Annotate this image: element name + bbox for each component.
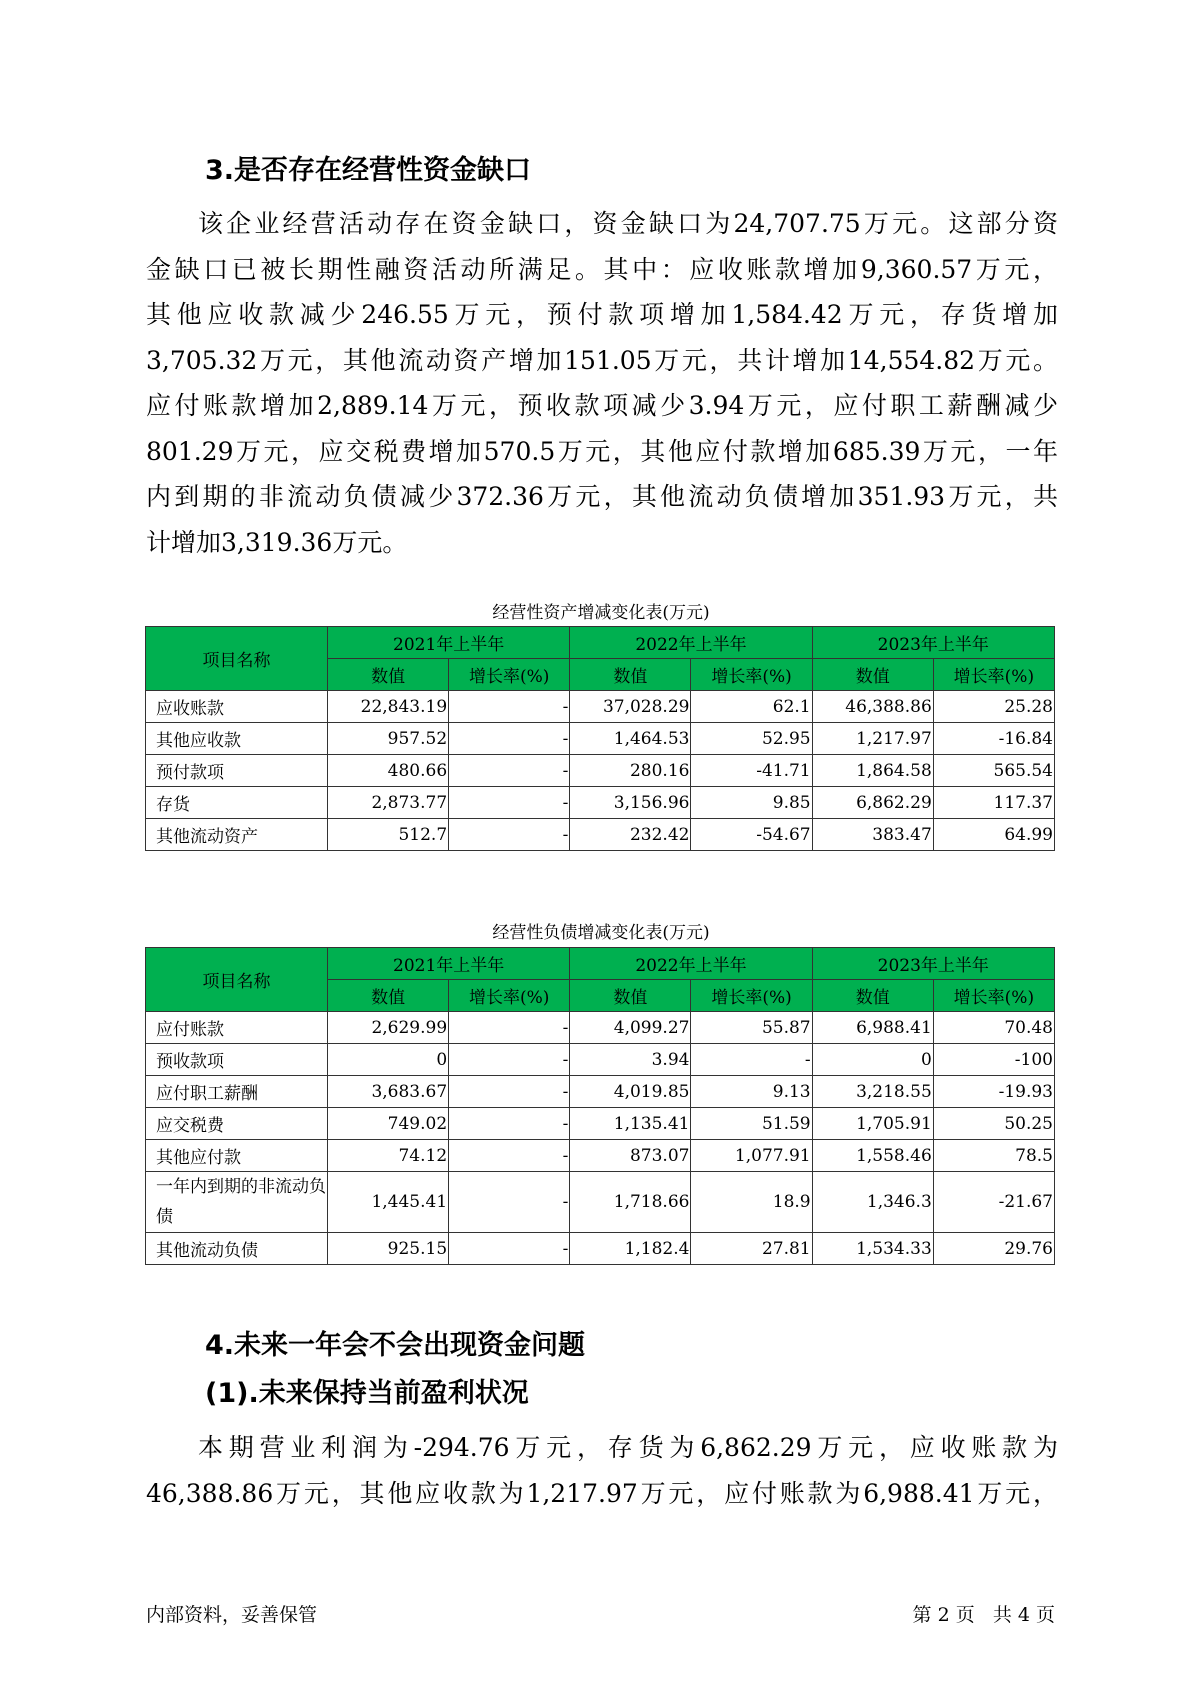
cell-value: -19.93 <box>933 1076 1054 1108</box>
cell-value: 1,534.33 <box>812 1233 933 1265</box>
cell-value: 4,099.27 <box>570 1012 691 1044</box>
cell-value: - <box>449 1172 570 1233</box>
header-value: 数值 <box>812 659 933 691</box>
cell-value: 565.54 <box>933 755 1054 787</box>
cell-value: 6,862.29 <box>812 787 933 819</box>
header-value: 数值 <box>812 980 933 1012</box>
cell-value: 0 <box>328 1044 449 1076</box>
cell-value: 70.48 <box>933 1012 1054 1044</box>
paragraph-line: 46,388.86万元，其他应收款为1,217.97万元，应付账款为6,988.41万元， <box>146 1478 1058 1508</box>
cell-value: - <box>449 787 570 819</box>
assets-table-caption: 经营性资产增减变化表(万元) <box>492 603 710 623</box>
cell-value: 383.47 <box>812 819 933 851</box>
cell-value: 925.15 <box>328 1233 449 1265</box>
header-value: 数值 <box>328 659 449 691</box>
cell-value: 64.99 <box>933 819 1054 851</box>
cell-value: - <box>449 1044 570 1076</box>
cell-value: 280.16 <box>570 755 691 787</box>
header-growth: 增长率(%) <box>449 980 570 1012</box>
paragraph-line: 3,705.32万元，其他流动资产增加151.05万元，共计增加14,554.82万元。 <box>146 345 1058 375</box>
row-label: 预收款项 <box>146 1044 328 1076</box>
footer-confidential: 内部资料，妥善保管 <box>146 1604 318 1626</box>
cell-value: - <box>449 755 570 787</box>
cell-value: 873.07 <box>570 1140 691 1172</box>
cell-value: - <box>449 691 570 723</box>
cell-value: 3,156.96 <box>570 787 691 819</box>
cell-value: 9.13 <box>691 1076 812 1108</box>
section-4-paragraph <box>146 1425 1058 1516</box>
header-period: 2021年上半年 <box>328 627 570 659</box>
header-period: 2022年上半年 <box>570 627 812 659</box>
table-row <box>146 1233 1055 1265</box>
section-4-subheading: (1).未来保持当前盈利状况 <box>205 1378 529 1409</box>
row-label: 应付职工薪酬 <box>146 1076 328 1108</box>
cell-value: 50.25 <box>933 1108 1054 1140</box>
cell-value: 2,873.77 <box>328 787 449 819</box>
cell-value: 29.76 <box>933 1233 1054 1265</box>
cell-value: 1,135.41 <box>570 1108 691 1140</box>
cell-value: 52.95 <box>691 723 812 755</box>
cell-value: 232.42 <box>570 819 691 851</box>
header-growth: 增长率(%) <box>449 659 570 691</box>
paragraph-line: 本期营业利润为-294.76万元，存货为6,862.29万元，应收账款为 <box>198 1433 1058 1462</box>
paragraph-line: 801.29万元，应交税费增加570.5万元，其他应付款增加685.39万元，一年 <box>146 436 1058 466</box>
cell-value: 62.1 <box>691 691 812 723</box>
row-label: 应收账款 <box>146 691 328 723</box>
cell-value: 18.9 <box>691 1172 812 1233</box>
cell-value: - <box>449 1233 570 1265</box>
cell-value: 51.59 <box>691 1108 812 1140</box>
cell-value: 74.12 <box>328 1140 449 1172</box>
row-label: 其他应收款 <box>146 723 328 755</box>
cell-value: -16.84 <box>933 723 1054 755</box>
row-label: 其他流动资产 <box>146 819 328 851</box>
cell-value: 1,705.91 <box>812 1108 933 1140</box>
section-4-heading: 4.未来一年会不会出现资金问题 <box>205 1330 586 1361</box>
cell-value: 3.94 <box>570 1044 691 1076</box>
row-label: 其他流动负债 <box>146 1233 328 1265</box>
cell-value: 1,558.46 <box>812 1140 933 1172</box>
cell-value: 1,077.91 <box>691 1140 812 1172</box>
table-row <box>146 755 1055 787</box>
cell-value: 22,843.19 <box>328 691 449 723</box>
header-value: 数值 <box>328 980 449 1012</box>
footer-page-number: 第 2 页 共 4 页 <box>912 1604 1055 1626</box>
cell-value: - <box>691 1044 812 1076</box>
cell-value: -41.71 <box>691 755 812 787</box>
cell-value: 25.28 <box>933 691 1054 723</box>
header-period: 2023年上半年 <box>812 627 1054 659</box>
row-label: 预付款项 <box>146 755 328 787</box>
section-3-heading: 3.是否存在经营性资金缺口 <box>205 155 532 186</box>
header-period: 2023年上半年 <box>812 948 1054 980</box>
cell-value: 78.5 <box>933 1140 1054 1172</box>
cell-value: - <box>449 1012 570 1044</box>
header-growth: 增长率(%) <box>933 980 1054 1012</box>
cell-value: - <box>449 1076 570 1108</box>
cell-value: 1,217.97 <box>812 723 933 755</box>
cell-value: 117.37 <box>933 787 1054 819</box>
cell-value: 1,464.53 <box>570 723 691 755</box>
cell-value: 0 <box>812 1044 933 1076</box>
paragraph-line: 金缺口已被长期性融资活动所满足。其中：应收账款增加9,360.57万元， <box>146 254 1058 284</box>
header-period: 2022年上半年 <box>570 948 812 980</box>
cell-value: -21.67 <box>933 1172 1054 1233</box>
cell-value: - <box>449 723 570 755</box>
cell-value: - <box>449 1140 570 1172</box>
table-row <box>146 1076 1055 1108</box>
table-row <box>146 1140 1055 1172</box>
cell-value: 2,629.99 <box>328 1012 449 1044</box>
cell-value: 1,445.41 <box>328 1172 449 1233</box>
cell-value: 3,218.55 <box>812 1076 933 1108</box>
cell-value: -54.67 <box>691 819 812 851</box>
row-label: 应交税费 <box>146 1108 328 1140</box>
table-row <box>146 1108 1055 1140</box>
cell-value: 55.87 <box>691 1012 812 1044</box>
liabilities-table-caption: 经营性负债增减变化表(万元) <box>492 923 710 943</box>
header-row <box>146 948 1055 980</box>
header-period: 2021年上半年 <box>328 948 570 980</box>
table-row <box>146 1012 1055 1044</box>
cell-value: 1,346.3 <box>812 1172 933 1233</box>
cell-value: 37,028.29 <box>570 691 691 723</box>
cell-value: 3,683.67 <box>328 1076 449 1108</box>
cell-value: - <box>449 1108 570 1140</box>
cell-value: 1,182.4 <box>570 1233 691 1265</box>
paragraph-line: 应付账款增加2,889.14万元，预收款项减少3.94万元，应付职工薪酬减少 <box>146 391 1058 420</box>
table-row <box>146 1044 1055 1076</box>
paragraph-line: 其他应收款减少246.55万元，预付款项增加1,584.42万元，存货增加 <box>146 300 1058 329</box>
cell-value: 6,988.41 <box>812 1012 933 1044</box>
cell-value: 512.7 <box>328 819 449 851</box>
header-growth: 增长率(%) <box>691 659 812 691</box>
table-row <box>146 691 1055 723</box>
cell-value: 749.02 <box>328 1108 449 1140</box>
cell-value: 4,019.85 <box>570 1076 691 1108</box>
cell-value: 46,388.86 <box>812 691 933 723</box>
table-row <box>146 819 1055 851</box>
row-label: 其他应付款 <box>146 1140 328 1172</box>
cell-value: -100 <box>933 1044 1054 1076</box>
header-growth: 增长率(%) <box>691 980 812 1012</box>
cell-value: 27.81 <box>691 1233 812 1265</box>
table-row <box>146 723 1055 755</box>
header-value: 数值 <box>570 659 691 691</box>
paragraph-line: 内到期的非流动负债减少372.36万元，其他流动负债增加351.93万元，共 <box>146 482 1058 511</box>
header-row <box>146 627 1055 659</box>
cell-value: 9.85 <box>691 787 812 819</box>
paragraph-line: 该企业经营活动存在资金缺口，资金缺口为24,707.75万元。这部分资 <box>198 209 1058 238</box>
table-row <box>146 787 1055 819</box>
header-item-name: 项目名称 <box>146 627 328 691</box>
header-item-name: 项目名称 <box>146 948 328 1012</box>
liabilities-table <box>145 947 1055 1265</box>
cell-value: 1,718.66 <box>570 1172 691 1233</box>
header-growth: 增长率(%) <box>933 659 1054 691</box>
assets-table <box>145 626 1055 851</box>
paragraph-line: 计增加3,319.36万元。 <box>146 527 408 557</box>
row-label: 存货 <box>146 787 328 819</box>
cell-value: 1,864.58 <box>812 755 933 787</box>
header-value: 数值 <box>570 980 691 1012</box>
row-label: 一年内到期的非流动负债 <box>146 1172 328 1233</box>
section-3-paragraph <box>146 201 1058 565</box>
table-row <box>146 1172 1055 1233</box>
row-label: 应付账款 <box>146 1012 328 1044</box>
cell-value: 480.66 <box>328 755 449 787</box>
cell-value: - <box>449 819 570 851</box>
cell-value: 957.52 <box>328 723 449 755</box>
